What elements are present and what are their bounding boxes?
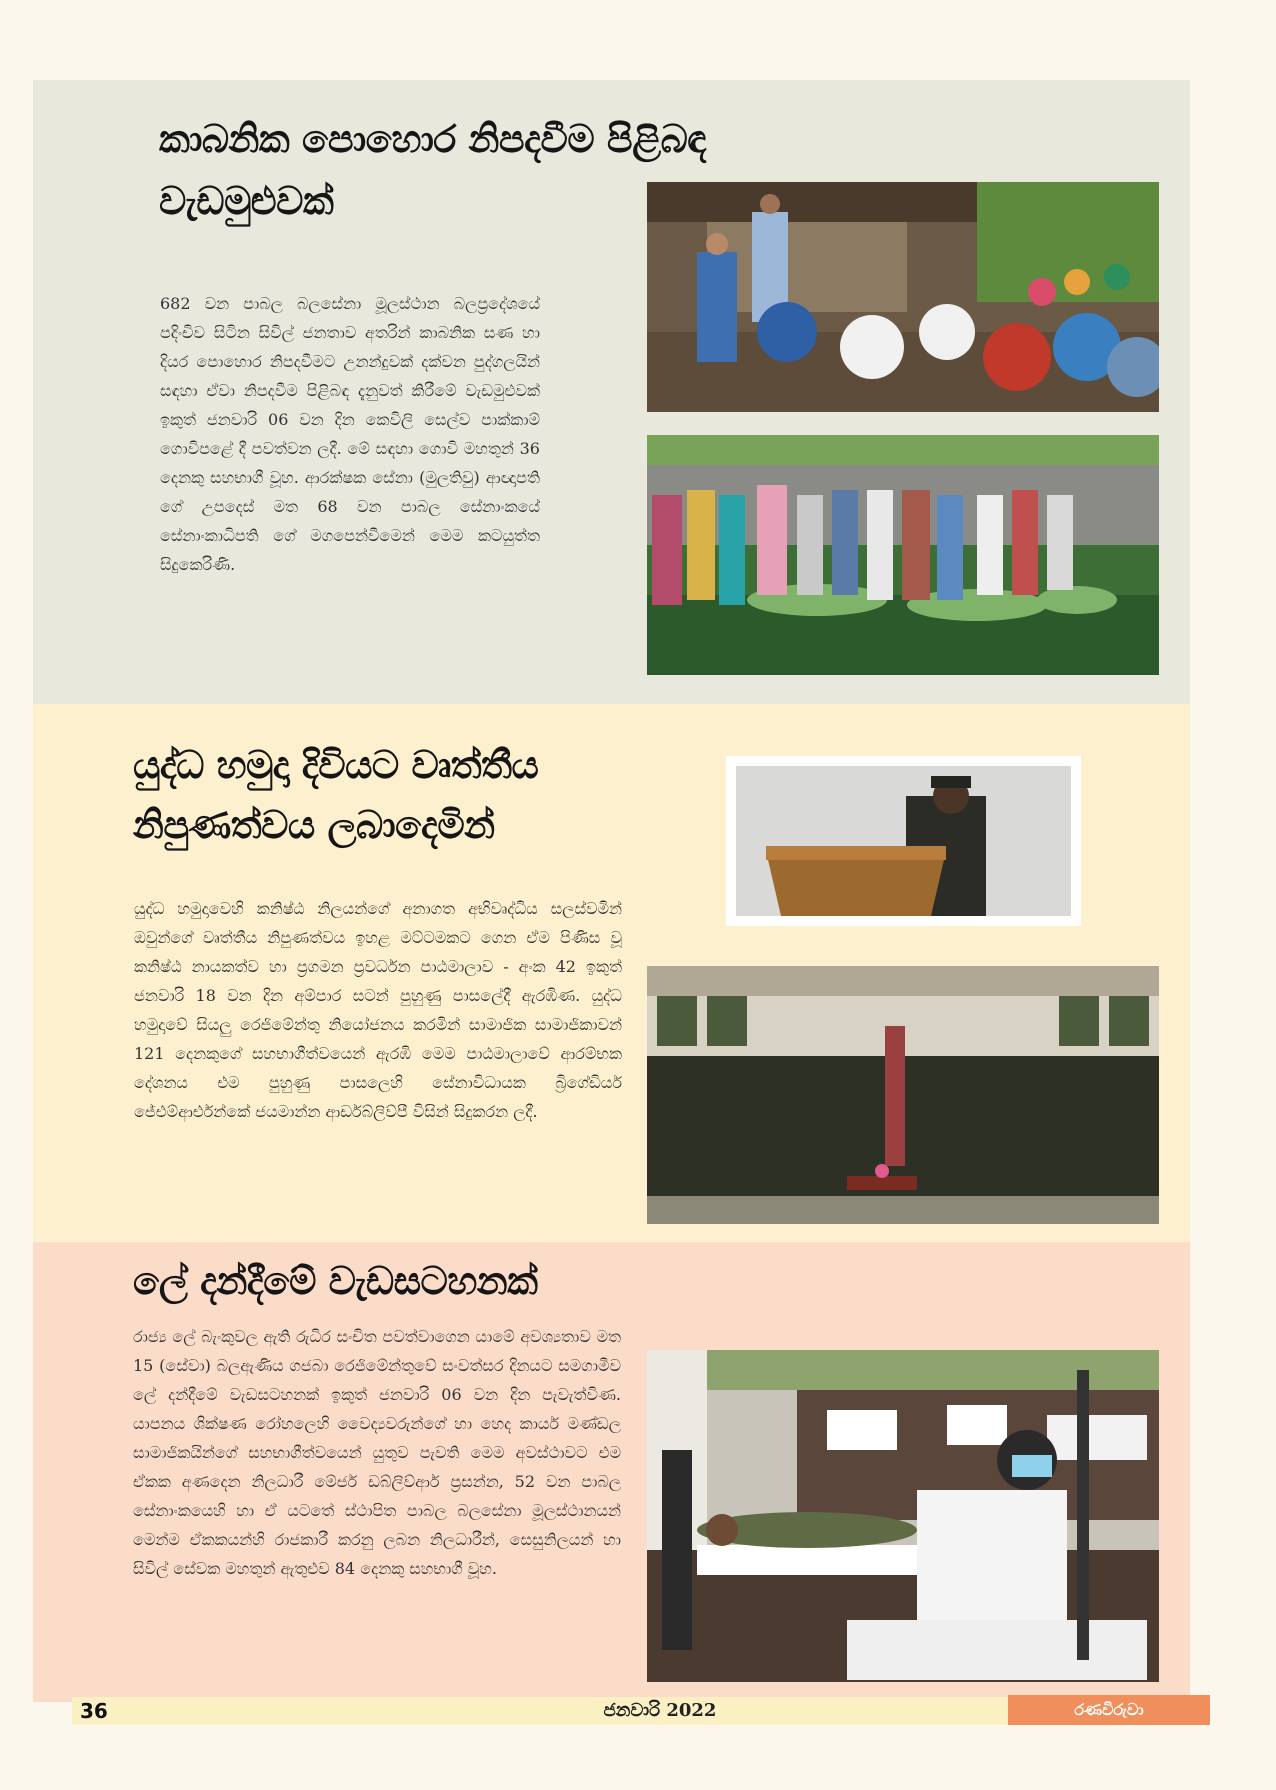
- article-2-body: යුද්ධ හමුදාවෙහි කනිෂ්ඨ නිලයන්ගේ අනාගත අභිවෘද්ධිය සලස්වමින් ඔවුන්ගේ වෘත්තීය නිපුණත්වය ඉහළ මට්ටමකට ගෙන ඒම පිණිස වූ කනිෂ්ඨ නායකත්ව හා ප්‍රගමන ප්‍රවර්ධන පාඨමාලාව - අංක 42 ඉකුත් ජනවාරි 18 වන දින අම්පාර සටන් පුහුණු පාසලේදී ඇරඹිණ. යුද්ධ හමුදාවේ සියලු රෙජිමේන්තු නියෝජනය කරමින් සාමාජික සාමාජිකාවන් 121 දෙනකුගේ සහභාගීත්වයෙන් ඇරඹි මෙම පාඨමාලාවේ ආරම්භක දේශනය එම පුහුණු පාසලෙහි සේනාවිධායක බ්‍රිගේඩියර් ජේඑම්ආර්එන්කේ ජයමාන්න ආර්ඩබ්ලිව්පී විසින් සිදුකරන ලදී.: [134, 899, 622, 1121]
- article-2-headline-line1: යුද්ධ හමුදා දිවියට වෘත්තීය: [133, 743, 539, 787]
- photo-blood-donation: [647, 1350, 1159, 1682]
- article-2-headline-line2: නිපුණත්වය ලබාදෙමින්: [133, 803, 495, 847]
- photo-speaker-podium: [726, 756, 1081, 926]
- page-number: 36: [80, 1699, 108, 1723]
- article-1-body: 682 වන පාබල බලසේනා මූලස්ථාන බලප්‍රදේශයේ පදිංචිව සිටින සිවිල් ජනතාව අතරින් කාබනික සණ හා දියර පොහොර නිපදවීමට උනන්දුවක් දක්වන පුද්ගලයින් සඳහා ඒවා නිපදවීම පිළිබඳ දැනුවත් කිරීමේ වැඩමුළුවක් ඉකුත් ජනවාරි 06 වන දින කෙවිලි සෙල්ව පාක්කාම් ගොවිපළේ දී පවත්වන ලදී. මේ සඳහා ගොවි මහතුන් 36 දෙනකු සහභාගී වූහ. ආරක්ෂක සේනා (මුලතිවු) ආඥාපති ගේ උපදෙස් මත 68 වන පාබල සේනාංකයේ සේනාංකාධිපති ගේ මගපෙන්වීමෙන් මෙම කටයුත්ත සිදුකෙරිණි.: [160, 294, 540, 574]
- article-professional-training: [33, 704, 1190, 1242]
- article-3-body: රාජ්‍ය ලේ බැංකුවල ඇති රුධිර සංචිත පවත්වාගෙන යාමේ අවශ්‍යතාව මත 15 (සේවා) බලඇණිය ගජබා රෙජිමේන්තුවේ සංවත්සර දිනයට සමගාමීව ලේ දන්දීමේ වැඩසටහනක් ඉකුත් ජනවාරි 06 වන දින පැවැත්විණ. යාපනය ශික්ෂණ රෝහලෙහි වෛද්‍යවරුන්ගේ හා හෙද කාර්ය මණ්ඩල සාමාජිකයින්ගේ සහභාගීත්වයෙන් යුතුව පැවති මෙම අවස්ථාවට එම ඒකක අණදෙන නිලධාරී මේජර් ඩබ්ලිව්ආර් ප්‍රසන්න, 52 වන පාබල සේනාංකයෙහි හා ඒ යටතේ ස්ථාපිත පාබල බලසේනා මූලස්ථානයන් මෙන්ම ඒකකයන්හි රාජකාරී කරනු ලබන නිලධාරීන්, සෙසුනිලයන් හා සිවිල් සේවක මහතුන් ඇතුළුව 84 දෙනකු සහභාගී වූහ.: [133, 1327, 621, 1578]
- photo-compost-demonstration: [647, 435, 1159, 675]
- magazine-name: රණවිරුවා: [1008, 1695, 1210, 1725]
- issue-date: ජනවාරි 2022: [603, 1700, 717, 1721]
- photo-workshop-meeting: [647, 182, 1159, 412]
- photo-trainees-auditorium: [647, 966, 1159, 1224]
- article-organic-fertilizer: [33, 80, 1190, 704]
- article-1-headline: කාබනික පොහොර නිපදවීම පිළිබඳ වැඩමුළුවක්: [159, 117, 707, 223]
- article-blood-donation: [33, 1242, 1190, 1702]
- article-3-headline: ලේ දන්දීමේ වැඩසටහනක්: [133, 1259, 538, 1303]
